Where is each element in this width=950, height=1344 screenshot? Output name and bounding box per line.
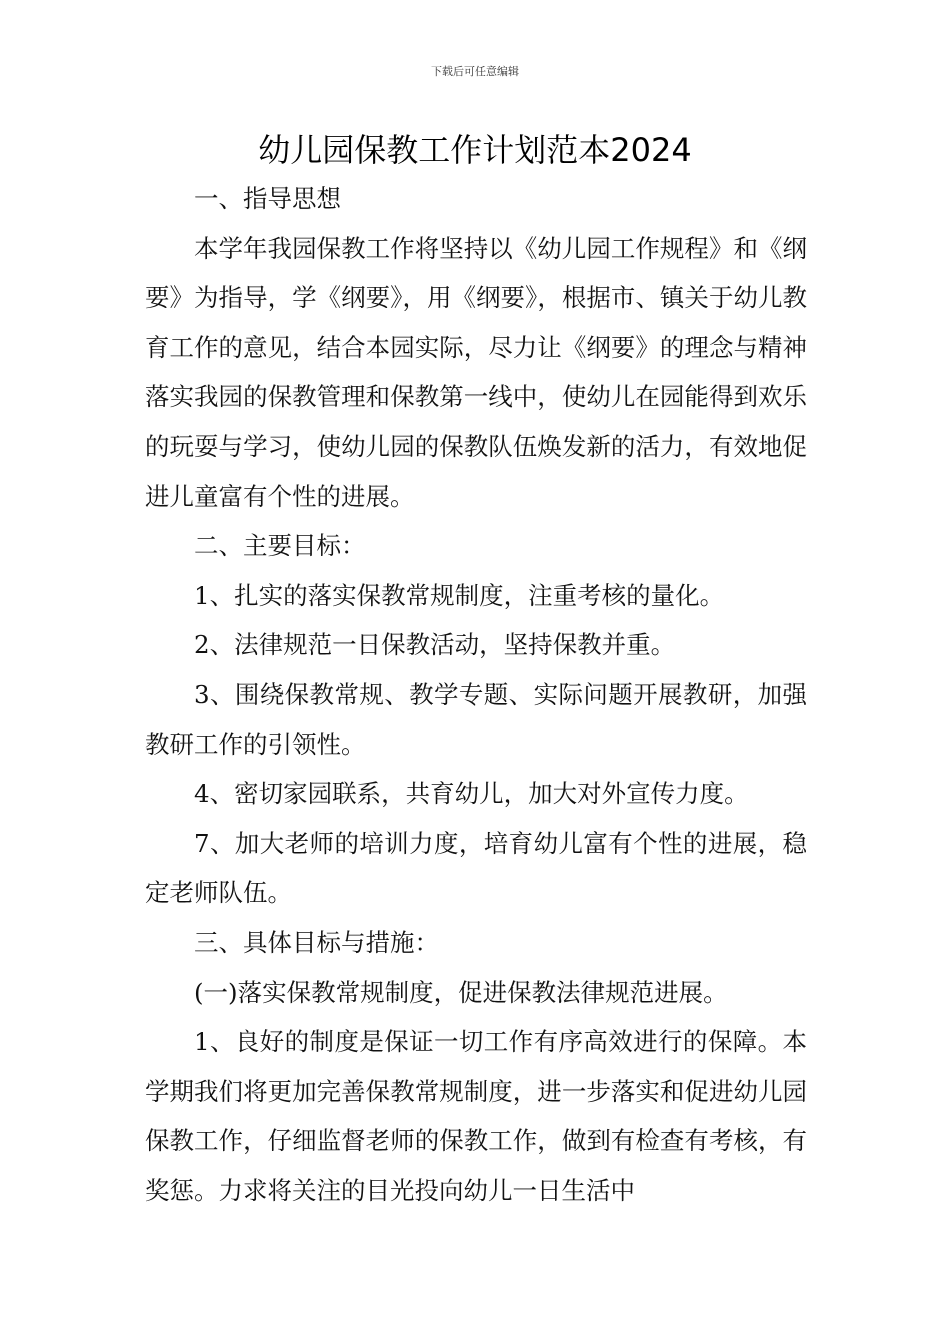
page-header-note: 下载后可任意编辑 [431,65,519,78]
document-body [145,174,807,1215]
goal-item-1: 1、扎实的落实保教常规制度，注重考核的量化。 [194,580,725,610]
goal-item-7: 7、加大老师的培训力度，培育幼儿富有个性的进展，稳定老师队伍。 [145,828,807,908]
document-title: 幼儿园保教工作计划范本2024 [258,131,692,169]
section-heading-main-goals: 二、主要目标： [194,531,366,561]
measure-item-1: 1、良好的制度是保证一切工作有序高效进行的保障。本学期我们将更加完善保教常规制度，进一步落实和促进幼儿园保教工作，仔细监督老师的保教工作，做到有检查有考核，有奖惩。力求将关注的目光投向幼儿一日生活中 [145,1027,807,1205]
section-heading-guiding-ideology: 一、指导思想 [194,184,341,213]
goal-item-4: 4、密切家园联系，共育幼儿，加大对外宣传力度。 [194,779,749,809]
section-heading-specific-goals: 三、具体目标与措施： [194,927,439,957]
goal-item-3: 3、围绕保教常规、教学专题、实际问题开展教研，加强教研工作的引领性。 [145,679,807,759]
paragraph-guiding-ideology: 本学年我园保教工作将坚持以《幼儿园工作规程》和《纲要》为指导，学《纲要》，用《纲要》，根据市、镇关于幼儿教育工作的意见，结合本园实际，尽力让《纲要》的理念与精神落实我园的保教管理和保教第一线中，使幼儿在园能得到欢乐的玩耍与学习，使幼儿园的保教队伍焕发新的活力，有效地促进儿童富有个性的进展。 [145,233,807,511]
goal-item-2: 2、法律规范一日保教活动，坚持保教并重。 [194,630,676,660]
subsection-heading-1: (一)落实保教常规制度，促进保教法律规范进展。 [194,977,728,1007]
